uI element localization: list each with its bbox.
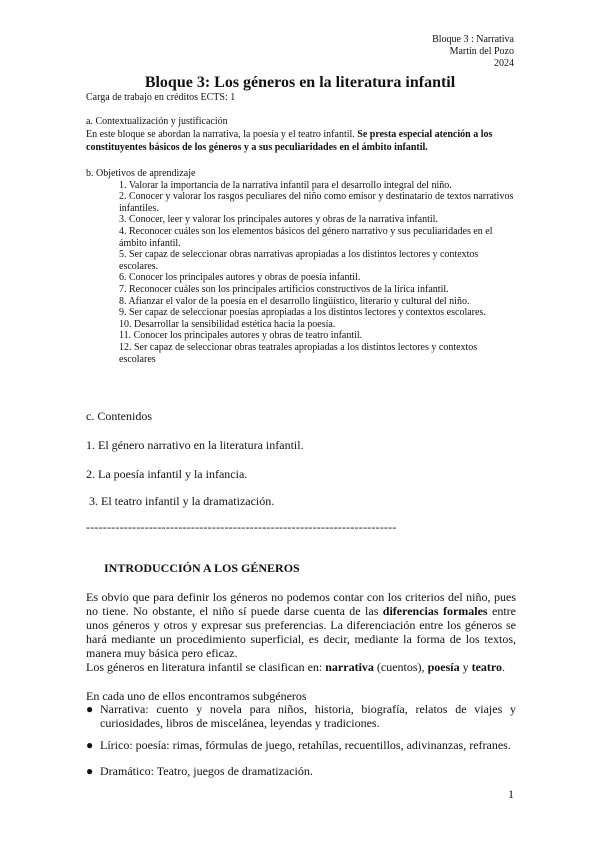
genre-teatro: teatro — [471, 660, 503, 674]
header-line-2: Martín del Pozo — [449, 46, 514, 57]
list-item — [86, 702, 516, 730]
intro-text: Es obvio que para definir los géneros no podemos contar con los criterios del niño, pues no tiene. No obstante, el niño sí puede darse cuenta de las — [86, 590, 516, 618]
content-item: 1. El género narrativo en la literatura infantil. — [86, 438, 304, 452]
intro-heading: INTRODUCCIÓN A LOS GÉNEROS — [104, 561, 300, 575]
objective-item: 3. Conocer, leer y valorar los principales autores y obras de la narrativa infantil. — [119, 214, 438, 226]
content-item: 2. La poesía infantil y la infancia. — [86, 467, 248, 481]
section-context-heading: a. Contextualización y justificación — [86, 116, 228, 127]
subgenre-lirico: Lírico: poesía: rimas, fórmulas de juego, retahílas, recuentillos, adivinanzas, refranes. — [100, 738, 511, 752]
running-header — [432, 34, 514, 70]
bullet-icon: ● — [86, 702, 94, 716]
objective-item: 2. Conocer y valorar los rasgos peculiares del niño como emisor y destinatario de textos narrativos infantiles. — [119, 191, 514, 214]
workload-line: Carga de trabajo en créditos ECTS: 1 — [86, 92, 236, 103]
intro-text: . — [502, 660, 506, 674]
context-plain-text: En este bloque se abordan la narrativa, la poesía y el teatro infantil. — [86, 129, 355, 140]
objective-item: 5. Ser capaz de seleccionar obras narrativas apropiadas a los distintos lectores y contextos escolares. — [119, 249, 479, 272]
bullet-icon: ● — [86, 738, 94, 752]
bullet-icon: ● — [86, 764, 94, 778]
objective-item: 12. Ser capaz de seleccionar obras teatrales apropiadas a los distintos lectores y contextos escolares — [119, 341, 478, 365]
section-context-text — [86, 128, 516, 154]
section-objectives-heading: b. Objetivos de aprendizaje — [86, 168, 196, 179]
header-line-3: 2024 — [494, 58, 514, 69]
content-item: 3. El teatro infantil y la dramatización. — [86, 494, 275, 508]
intro-paragraph-1 — [86, 590, 516, 660]
objective-item: 1. Valorar la importancia de la narrativa infantil para el desarrollo integral del niño. — [119, 179, 452, 191]
objective-item: 11. Conocer los principales autores y obras de teatro infantil. — [119, 330, 363, 342]
objective-item: 4. Reconocer cuáles son los elementos básicos del género narrativo y sus peculiaridades en el ámbito infantil. — [119, 225, 493, 249]
subgenre-dramatico: Dramático: Teatro, juegos de dramatización. — [100, 764, 313, 778]
intro-body — [86, 590, 516, 674]
objective-item: 8. Afianzar el valor de la poesía en el desarrollo lingüístico, literario y cultural del niño. — [119, 295, 470, 307]
intro-text: (cuentos), — [373, 660, 428, 674]
context-bold-text: Se presta especial atención a los constituyentes básicos de los géneros y a sus peculiaridades en el ámbito infantil. — [86, 129, 493, 153]
intro-text: Los géneros en literatura infantil se clasifican en: — [86, 660, 326, 674]
subgenres-intro: En cada uno de ellos encontramos subgéneros — [86, 689, 307, 703]
header-line-1: Bloque 3 : Narrativa — [432, 34, 514, 45]
page-number: 1 — [508, 787, 514, 801]
intro-emphasis: diferencias formales — [382, 604, 488, 618]
section-contents-heading: c. Contenidos — [86, 409, 152, 423]
dashed-separator: -------------------------------------------------------------------------- — [86, 520, 397, 534]
objectives-list — [86, 180, 516, 366]
objective-item: 9. Ser capaz de seleccionar poesías apropiadas a los distintos lectores y contextos escolares. — [119, 307, 486, 319]
genre-narrativa: narrativa — [325, 660, 374, 674]
intro-text: entre unos géneros y otros y expresar sus preferencias. La diferenciación entre los géneros se hará mediante un procedimiento superficial, es decir, mediante la forma de los textos, manera muy básica pero eficaz. — [86, 604, 516, 660]
document-title: Bloque 3: Los géneros en la literatura infantil — [144, 74, 456, 91]
objective-item: 6. Conocer los principales autores y obras de poesía infantil. — [119, 272, 361, 284]
section-objectives — [86, 168, 516, 365]
genre-poesia: poesía — [427, 660, 460, 674]
list-item — [86, 738, 516, 752]
section-context — [86, 115, 516, 154]
intro-text: y — [459, 660, 472, 674]
intro-paragraph-2 — [86, 660, 516, 674]
subgenre-narrativa: Narrativa: cuento y novela para niños, historia, biografía, relatos de viajes y curiosidades, libros de miscelánea, leyendas y tradiciones. — [100, 702, 516, 730]
objective-item: 10. Desarrollar la sensibilidad estética hacia la poesía. — [119, 318, 336, 330]
objective-item: 7. Reconocer cuáles son los principales artificios constructivos de la lírica infantil. — [119, 283, 449, 295]
list-item — [86, 764, 516, 778]
